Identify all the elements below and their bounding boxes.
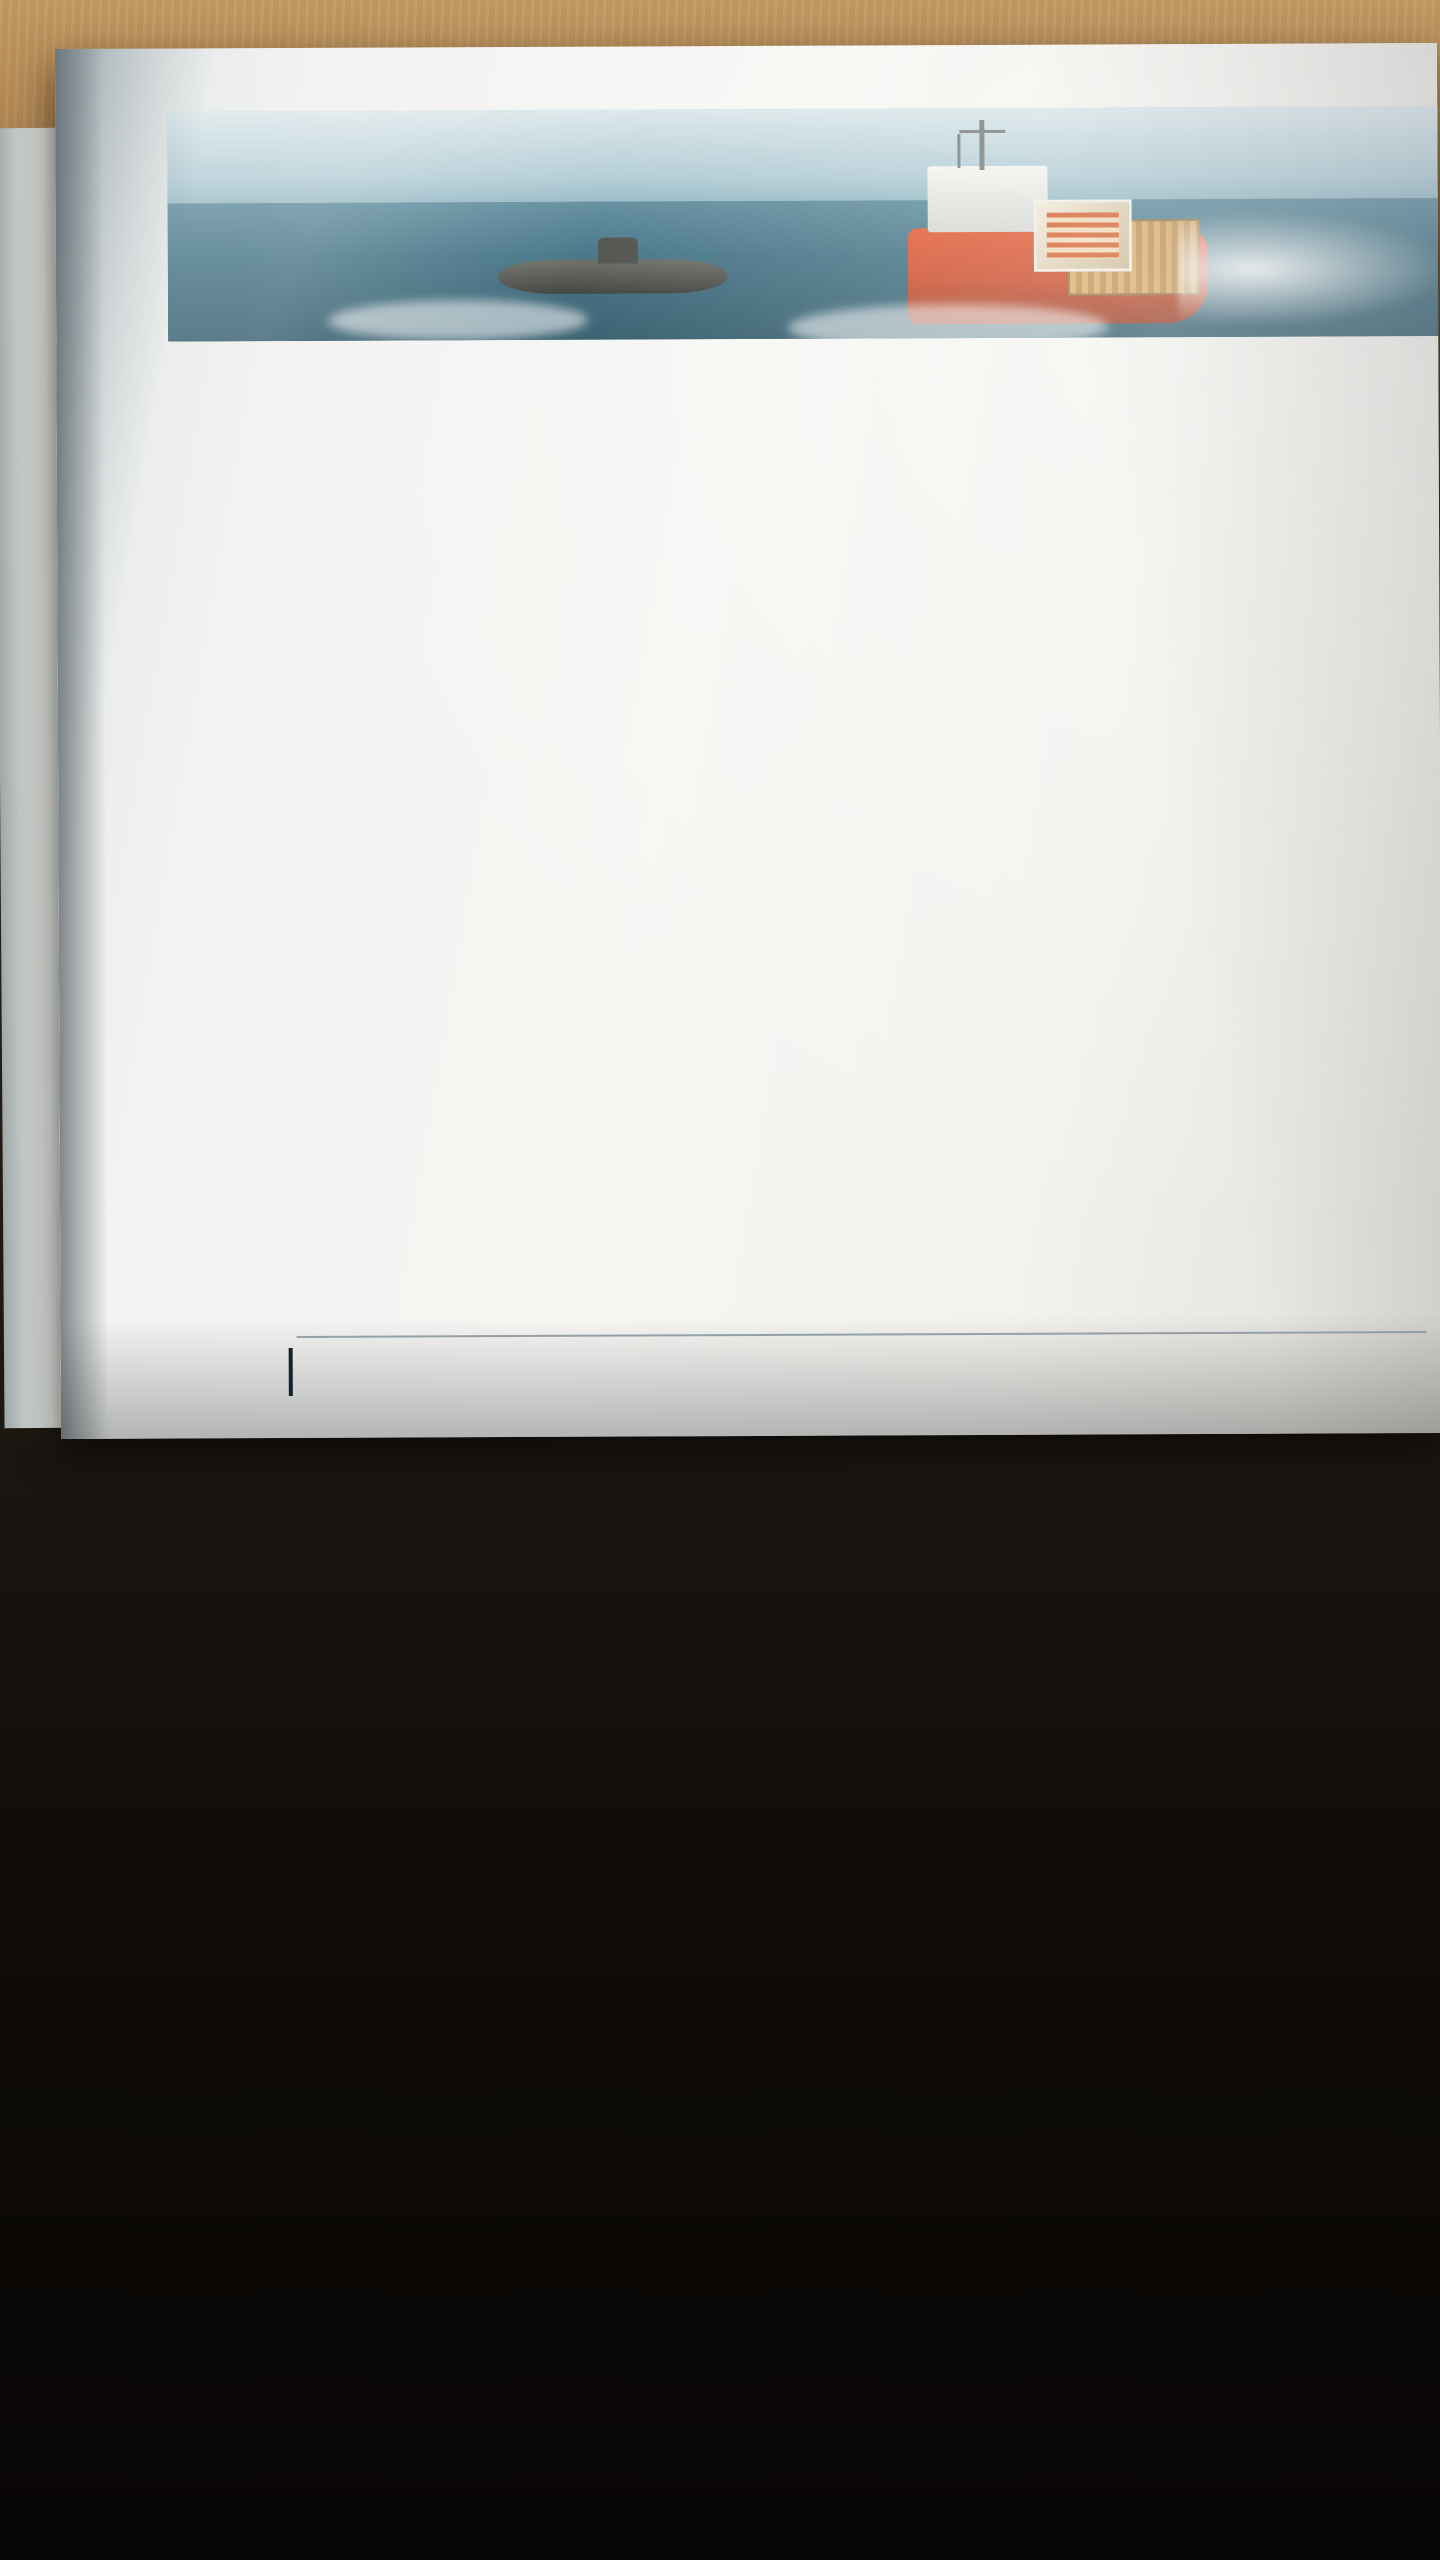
editor-in-chief-value [1041, 389, 1440, 391]
online-version-label [1041, 389, 1440, 391]
editor-in-chief-label [1041, 388, 1440, 390]
founder-value [1041, 389, 1440, 391]
dark-background-lower [0, 1436, 1440, 2560]
issue-bar [289, 1348, 293, 1396]
header-photo [167, 106, 1440, 342]
editorial-board-list [1041, 389, 1440, 391]
footer-rule [297, 1331, 1427, 1338]
photo-ship-crossbar [959, 130, 1005, 133]
editor-value [1041, 389, 1440, 391]
photo-sky [167, 106, 1440, 208]
photo-inset-panel [1034, 199, 1132, 271]
editorial-phone [1041, 389, 1440, 391]
spine-shadow [55, 49, 109, 1439]
deputy-editor-label [1041, 389, 1440, 391]
subscription-label [1041, 389, 1440, 391]
address-value [1041, 389, 1440, 391]
design-label [1041, 389, 1440, 391]
photo-sea-spray [1178, 202, 1440, 323]
photo-ship-mast [979, 120, 984, 170]
photo-submarine-sail [598, 237, 638, 263]
photo-ship-superstructure [927, 166, 1047, 233]
email-line [1041, 389, 1440, 391]
website-line[interactable] [1041, 389, 1440, 391]
address-label [1041, 389, 1440, 391]
magazine-page [55, 43, 1440, 1439]
fax-line [1041, 389, 1440, 391]
registration-note [1041, 389, 1440, 391]
table-of-contents [167, 421, 837, 424]
phone-line [1041, 389, 1440, 391]
toc-top-entries [167, 421, 837, 424]
deputy-editor-value [1041, 389, 1440, 391]
editorial-office-label [1041, 389, 1440, 391]
masthead-imprint [1041, 388, 1440, 391]
subscription-value [1041, 389, 1440, 391]
disclaimer [1041, 389, 1440, 391]
photo-ship-mast-secondary [957, 134, 960, 168]
editor-label [1041, 389, 1440, 391]
design-value [1041, 389, 1440, 391]
founder-label [1041, 389, 1440, 391]
toc-sections [167, 421, 837, 424]
photo-submarine [498, 259, 728, 294]
editorial-email [1041, 389, 1440, 391]
online-version-value [1041, 389, 1440, 391]
editorial-board-label [1041, 389, 1440, 391]
